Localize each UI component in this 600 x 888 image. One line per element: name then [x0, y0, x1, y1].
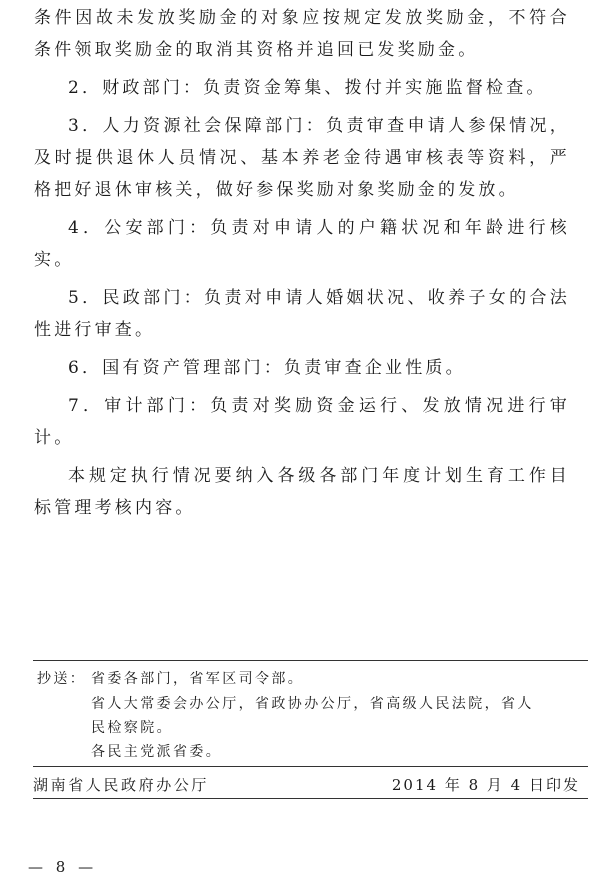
cc-distribution-block [33, 660, 588, 767]
paragraph-assessment: 本规定执行情况要纳入各级各部门年度计划生育工作目标管理考核内容。 [34, 466, 570, 518]
paragraph-finance-dept: 2．财政部门：负责资金筹集、拨付并实施监督检查。 [68, 78, 547, 98]
page-number: — 8 — [28, 858, 98, 876]
cc-recipients-line-3: 民检察院。 [91, 720, 173, 736]
cc-recipients-line-1: 省委各部门，省军区司令部。 [91, 671, 305, 687]
document-body [0, 2, 600, 524]
issuing-office: 湖南省人民政府办公厅 [33, 776, 210, 794]
paragraph-hr-social-security-dept: 3．人力资源社会保障部门：负责审查申请人参保情况，及时提供退休人员情况、基本养老金待遇审核表等资料，严格把好退休审核关，做好参保奖励对象奖励金的发放。 [34, 116, 570, 200]
cc-recipients-line-2: 省人大常委会办公厅，省政协办公厅，省高级人民法院，省人 [91, 696, 534, 712]
paragraph-civil-affairs-dept: 5．民政部门：负责对申请人婚姻状况、收养子女的合法性进行审查。 [34, 288, 570, 340]
paragraph-state-assets-dept: 6．国有资产管理部门：负责审查企业性质。 [68, 358, 466, 378]
cc-label: 抄送： [37, 671, 87, 687]
cc-recipients-line-4: 各民主党派省委。 [91, 744, 223, 760]
issue-date: 2014 年 8 月 4 日印发 [391, 776, 580, 794]
paragraph-public-security-dept: 4．公安部门：负责对申请人的户籍状况和年龄进行核实。 [34, 218, 570, 270]
issuance-footer [33, 770, 588, 799]
paragraph-continuation: 条件因故未发放奖励金的对象应按规定发放奖励金，不符合条件领取奖励金的取消其资格并追回已发奖励金。 [34, 8, 570, 60]
paragraph-audit-dept: 7．审计部门：负责对奖励资金运行、发放情况进行审计。 [34, 396, 570, 448]
